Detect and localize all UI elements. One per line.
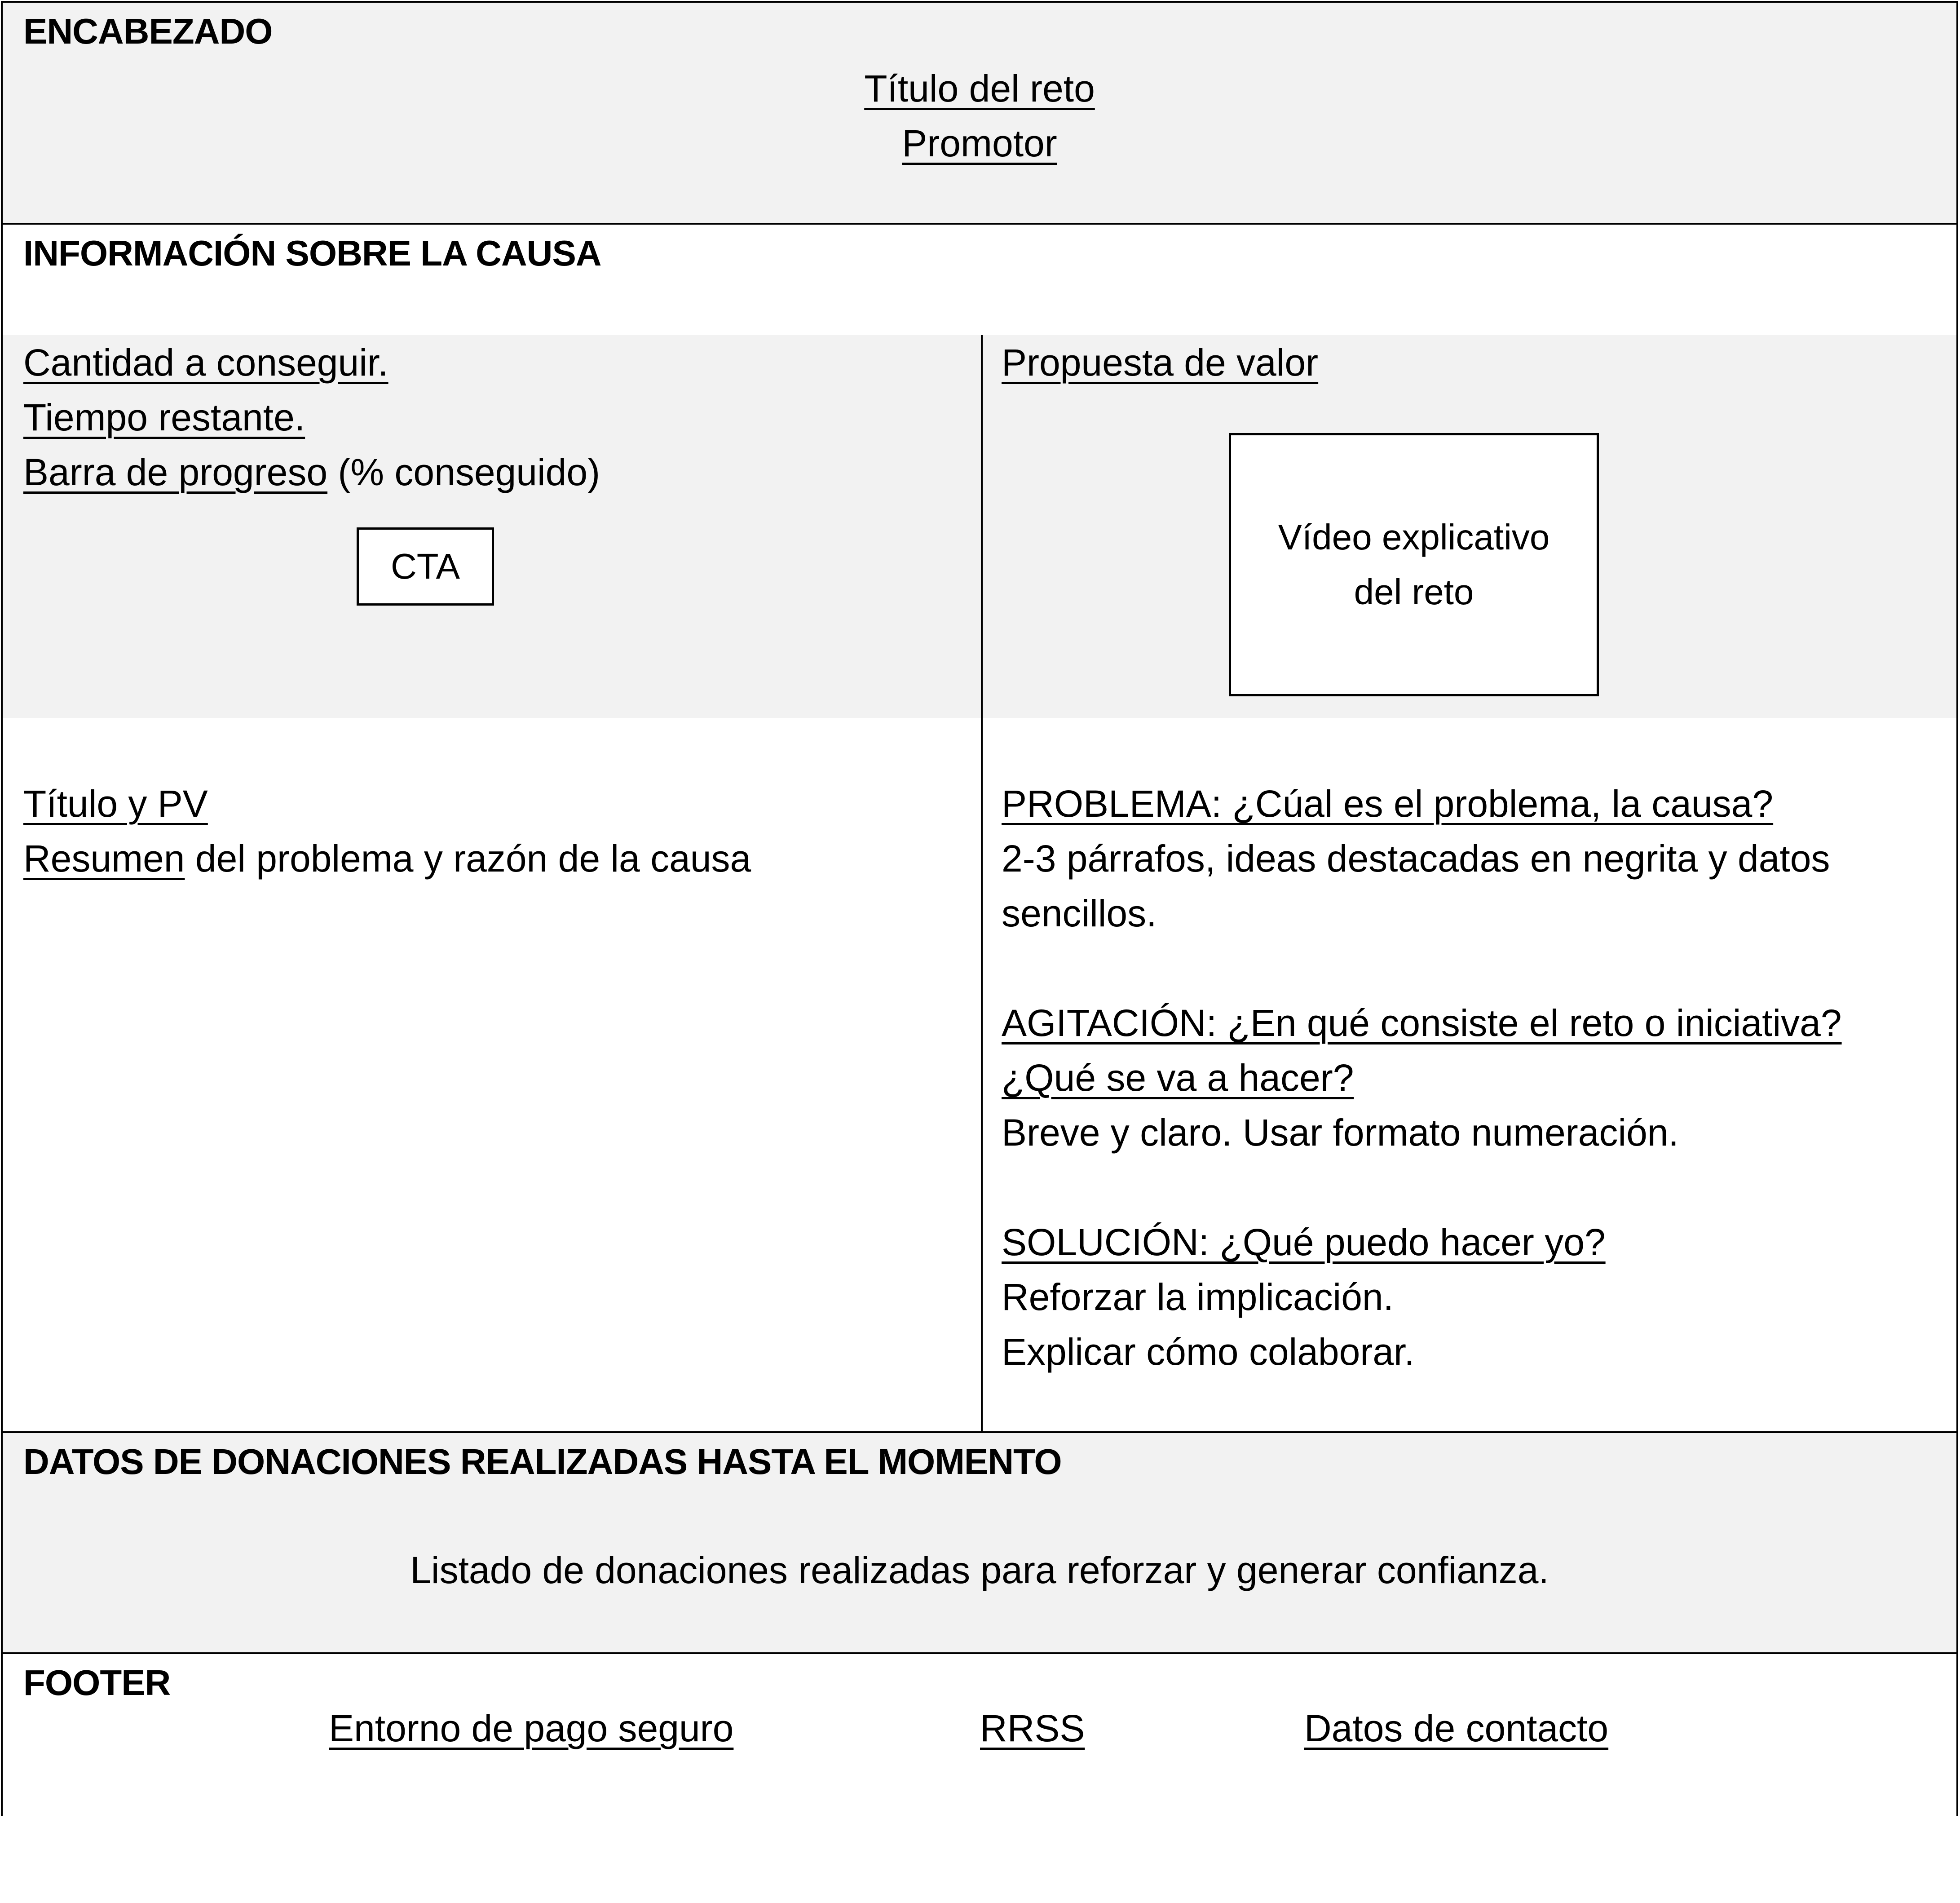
summary-block [23,776,751,886]
footer-link-contact[interactable]: Datos de contacto [1304,1707,1609,1749]
cta-button[interactable] [357,527,494,606]
problem-text-1: 2-3 párrafos, ideas destacadas en negrita y datos [1002,837,1830,880]
summary-text: del problema y razón de la causa [185,837,751,880]
column-divider [981,335,983,1433]
summary-label: Resumen [23,837,185,880]
problem-text-2: sencillos. [1002,892,1157,934]
funding-info [23,335,600,500]
donations-text: Listado de donaciones realizadas para reforzar y generar confianza. [410,1549,1549,1591]
footer-link-social[interactable]: RRSS [980,1707,1085,1749]
video-placeholder[interactable] [1229,433,1599,696]
agitation-text: Breve y claro. Usar formato numeración. [1002,1111,1679,1154]
solution-text-1: Reforzar la implicación. [1002,1276,1394,1318]
promoter: Promotor [902,122,1057,164]
time-left: Tiempo restante. [23,396,305,438]
donations-section [3,1433,1956,1654]
cause-section [3,225,1956,335]
progress-suffix: (% conseguido) [327,451,600,493]
cta-label: CTA [390,546,460,586]
agitation-heading-2: ¿Qué se va a hacer? [1002,1057,1354,1099]
value-proposition: Propuesta de valor [1002,341,1319,384]
challenge-title: Título del reto [864,67,1095,110]
video-label-line2: del reto [1354,572,1474,612]
progress-bar-label: Barra de progreso [23,451,328,493]
cause-label: INFORMACIÓN SOBRE LA CAUSA [23,233,601,273]
header-section [3,3,1956,223]
solution-heading: SOLUCIÓN: ¿Qué puedo hacer yo? [1002,1221,1606,1263]
cause-top-row [3,335,1956,718]
problem-heading: PROBLEMA: ¿Cúal es el problema, la causa? [1002,783,1774,825]
video-label-line1: Vídeo explicativo [1278,517,1550,557]
donations-label: DATOS DE DONACIONES REALIZADAS HASTA EL MOMENTO [23,1442,1062,1482]
solution-text-2: Explicar cómo colaborar. [1002,1331,1415,1373]
header-label: ENCABEZADO [23,11,273,51]
amount-goal: Cantidad a conseguir. [23,341,388,384]
footer-label: FOOTER [23,1663,171,1703]
pas-block [1002,776,1842,1379]
wireframe-frame [1,1,1958,1816]
footer-link-secure-payment[interactable]: Entorno de pago seguro [329,1707,734,1749]
agitation-heading-1: AGITACIÓN: ¿En qué consiste el reto o iniciativa? [1002,1002,1842,1044]
footer-section [3,1654,1956,1816]
title-pv: Título y PV [23,783,208,825]
